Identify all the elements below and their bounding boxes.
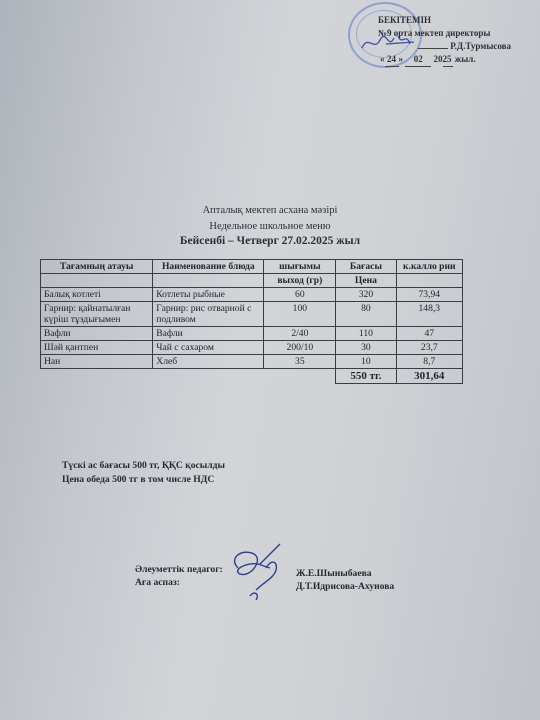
signature-roles [135, 563, 223, 589]
menu-table [40, 259, 463, 384]
menu-title-kz: Апталық мектеп асхана мәзірі [202, 205, 338, 216]
table-row [41, 302, 463, 327]
row-ru-name: Чай с сахаром [153, 341, 264, 355]
table-row [41, 341, 463, 355]
row-yield: 200/10 [264, 341, 336, 355]
approval-block: БЕКІТЕМІН №9 орта мектеп директоры Р.Д.Турмысова « 24 » 02 2025 жыл. [378, 14, 538, 67]
subheader-price-ru: Цена [336, 274, 396, 288]
row-ru-name: Хлеб [153, 355, 264, 369]
approval-title: БЕКІТЕМІН [378, 15, 431, 25]
total-spacer-3 [264, 369, 336, 384]
signature-icon [220, 538, 300, 606]
table-subheader-row [41, 274, 463, 288]
row-kz-name: Вафли [41, 327, 153, 341]
row-ru-name: Гарнир: рис отварной с подливом [153, 302, 264, 327]
row-yield: 2/40 [264, 327, 336, 341]
table-header-row [41, 260, 463, 274]
total-spacer-1 [41, 369, 153, 384]
row-kcal: 8,7 [396, 355, 462, 369]
row-price: 110 [336, 327, 396, 341]
subheader-empty-1 [41, 274, 153, 288]
total-kcal: 301,64 [396, 369, 462, 384]
table-row [41, 288, 463, 302]
table-row [41, 327, 463, 341]
row-kcal: 148,3 [396, 302, 462, 327]
role-social-pedagogue: Әлеуметтік педагог: [135, 564, 223, 575]
header-price-kz: Бағасы [336, 260, 396, 274]
total-spacer-2 [153, 369, 264, 384]
role-head-cook: Аға аспаз: [135, 577, 180, 588]
row-kcal: 73,94 [396, 288, 462, 302]
row-yield: 100 [264, 302, 336, 327]
approval-year-suffix: 25 [443, 53, 453, 67]
row-ru-name: Котлеты рыбные [153, 288, 264, 302]
row-yield: 60 [264, 288, 336, 302]
row-kz-name: Нан [41, 355, 153, 369]
header-yield-kz: шығымы [264, 260, 336, 274]
table-row [41, 355, 463, 369]
row-price: 30 [336, 341, 396, 355]
total-price: 550 тг. [336, 369, 396, 384]
row-price: 10 [336, 355, 396, 369]
row-price: 80 [336, 302, 396, 327]
subheader-empty-3 [396, 274, 462, 288]
name-social-pedagogue: Ж.Е.Шыныбаева [296, 568, 372, 579]
subheader-yield-ru: выход (гр) [264, 274, 336, 288]
menu-title-ru: Недельное школьное меню [209, 221, 331, 232]
approval-director-name: Р.Д.Турмысова [450, 41, 512, 51]
name-head-cook: Д.Т.Идрисова-Ахунова [296, 581, 395, 592]
menu-date-line: Бейсенбі – Четверг 27.02.2025 жыл [179, 235, 361, 247]
header-kcal: к.калло рии [396, 260, 462, 274]
subheader-empty-2 [153, 274, 264, 288]
price-note-kz: Түскі ас бағасы 500 тг, ҚҚС қосылды [62, 460, 226, 471]
price-note-ru: Цена обеда 500 тг в том числе НДС [62, 474, 215, 485]
header-ru-name: Наименование блюда [153, 260, 264, 274]
director-signature-icon [358, 30, 420, 56]
approval-month: 02 [405, 53, 431, 67]
row-kz-name: Балық котлеті [41, 288, 153, 302]
approval-position: №9 орта мектеп директоры [378, 28, 491, 38]
approval-signature-line [418, 48, 448, 49]
price-notes [62, 459, 225, 487]
approval-year-word: жыл. [454, 54, 476, 64]
row-ru-name: Вафли [153, 327, 264, 341]
row-kcal: 47 [396, 327, 462, 341]
table-total-row [41, 369, 463, 384]
row-kcal: 23,7 [396, 341, 462, 355]
row-price: 320 [336, 288, 396, 302]
header-kz-name: Тағамның атауы [41, 260, 153, 274]
approval-year-prefix: 20 [433, 54, 443, 64]
row-yield: 35 [264, 355, 336, 369]
signature-names [296, 567, 394, 593]
approval-day: 24 [385, 53, 399, 67]
row-kz-name: Шәй қантпен [41, 341, 153, 355]
row-kz-name: Гарнир: қайнатылған күріш тұздығымен [41, 302, 153, 327]
